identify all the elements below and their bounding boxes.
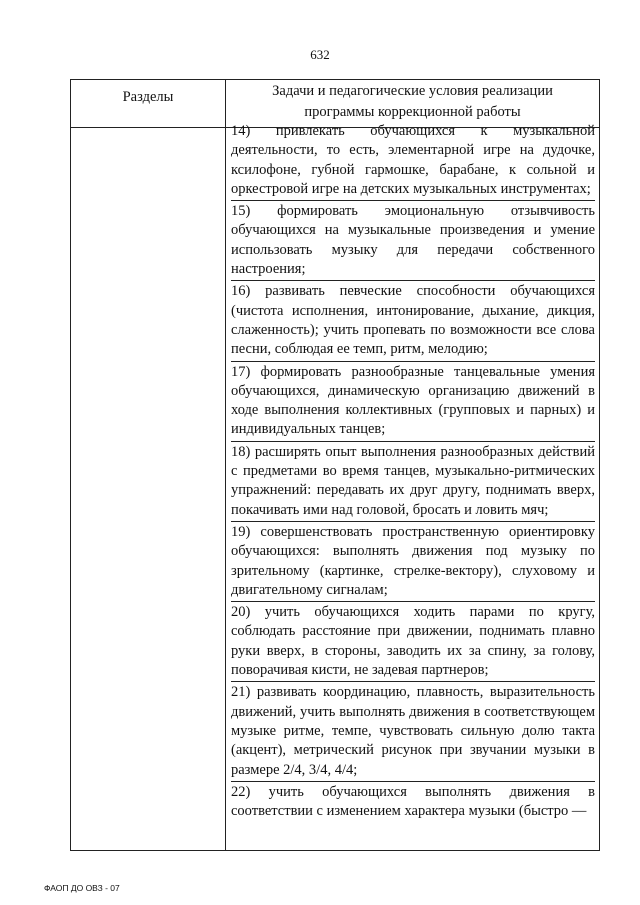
footer-label: ФАОП ДО ОВЗ - 07: [44, 883, 120, 893]
tasks-cell: [231, 121, 595, 822]
column-header-sections: Разделы: [122, 89, 174, 105]
task-item-19: 19) совершенствовать пространственную ориентировку обучающихся: выполнять движения под музыку по зрительному (картинке, стрелке-вектору), слуховому и двигательному сигналам;: [231, 522, 595, 602]
task-item-15: 15) формировать эмоциональную отзывчивость обучающихся на музыкальные произведения и умение использовать музыку для передачи собственного настроения;: [231, 201, 595, 281]
task-item-16: 16) развивать певческие способности обучающихся (чистота исполнения, интонирование, дыхание, дикция, слаженность); учить пропевать по возможности все слова песни, соблюдая ее темп, ритм, мелодию;: [231, 281, 595, 361]
task-item-18: 18) расширять опыт выполнения разнообразных действий с предметами во время танцев, музыкально-ритмических упражнений: передавать их друг другу, поднимать вверх, покачивать ими над головой, бросать и ловить мяч;: [231, 442, 595, 522]
task-item-21: 21) развивать координацию, плавность, выразительность движений, учить выполнять движения в соответствующем музыке ритме, темпе, чувствовать сильную долю такта (акцент), метрический рисунок при звучании музыки в размере 2/4, 3/4, 4/4;: [231, 682, 595, 781]
task-item-14: 14) привлекать обучающихся к музыкальной деятельности, то есть, элементарной игре на дудочке, ксилофоне, губной гармошке, барабане, к сольной и оркестровой игре на детских музыкальных инструментах;: [231, 121, 595, 201]
column-divider: [225, 80, 226, 850]
task-item-17: 17) формировать разнообразные танцевальные умения обучающихся, динамическую организацию движений в ходе выполнения коллективных (групповых и парных) и индивидуальных танцев;: [231, 362, 595, 442]
column-header-tasks-line1: Задачи и педагогические условия реализации: [272, 83, 553, 99]
task-item-20: 20) учить обучающихся ходить парами по кругу, соблюдать расстояние при движении, поднимать плавно руки вверх, в стороны, заводить их за спину, за голову, поворачивая кисти, не задевая партнеров;: [231, 602, 595, 682]
content-table: [70, 79, 600, 851]
page-number: 632: [310, 47, 330, 62]
column-header-tasks: [226, 81, 599, 123]
column-header-tasks-line2: программы коррекционной работы: [304, 104, 521, 120]
task-item-22: 22) учить обучающихся выполнять движения в соответствии с изменением характера музыки (быстро —: [231, 783, 595, 820]
